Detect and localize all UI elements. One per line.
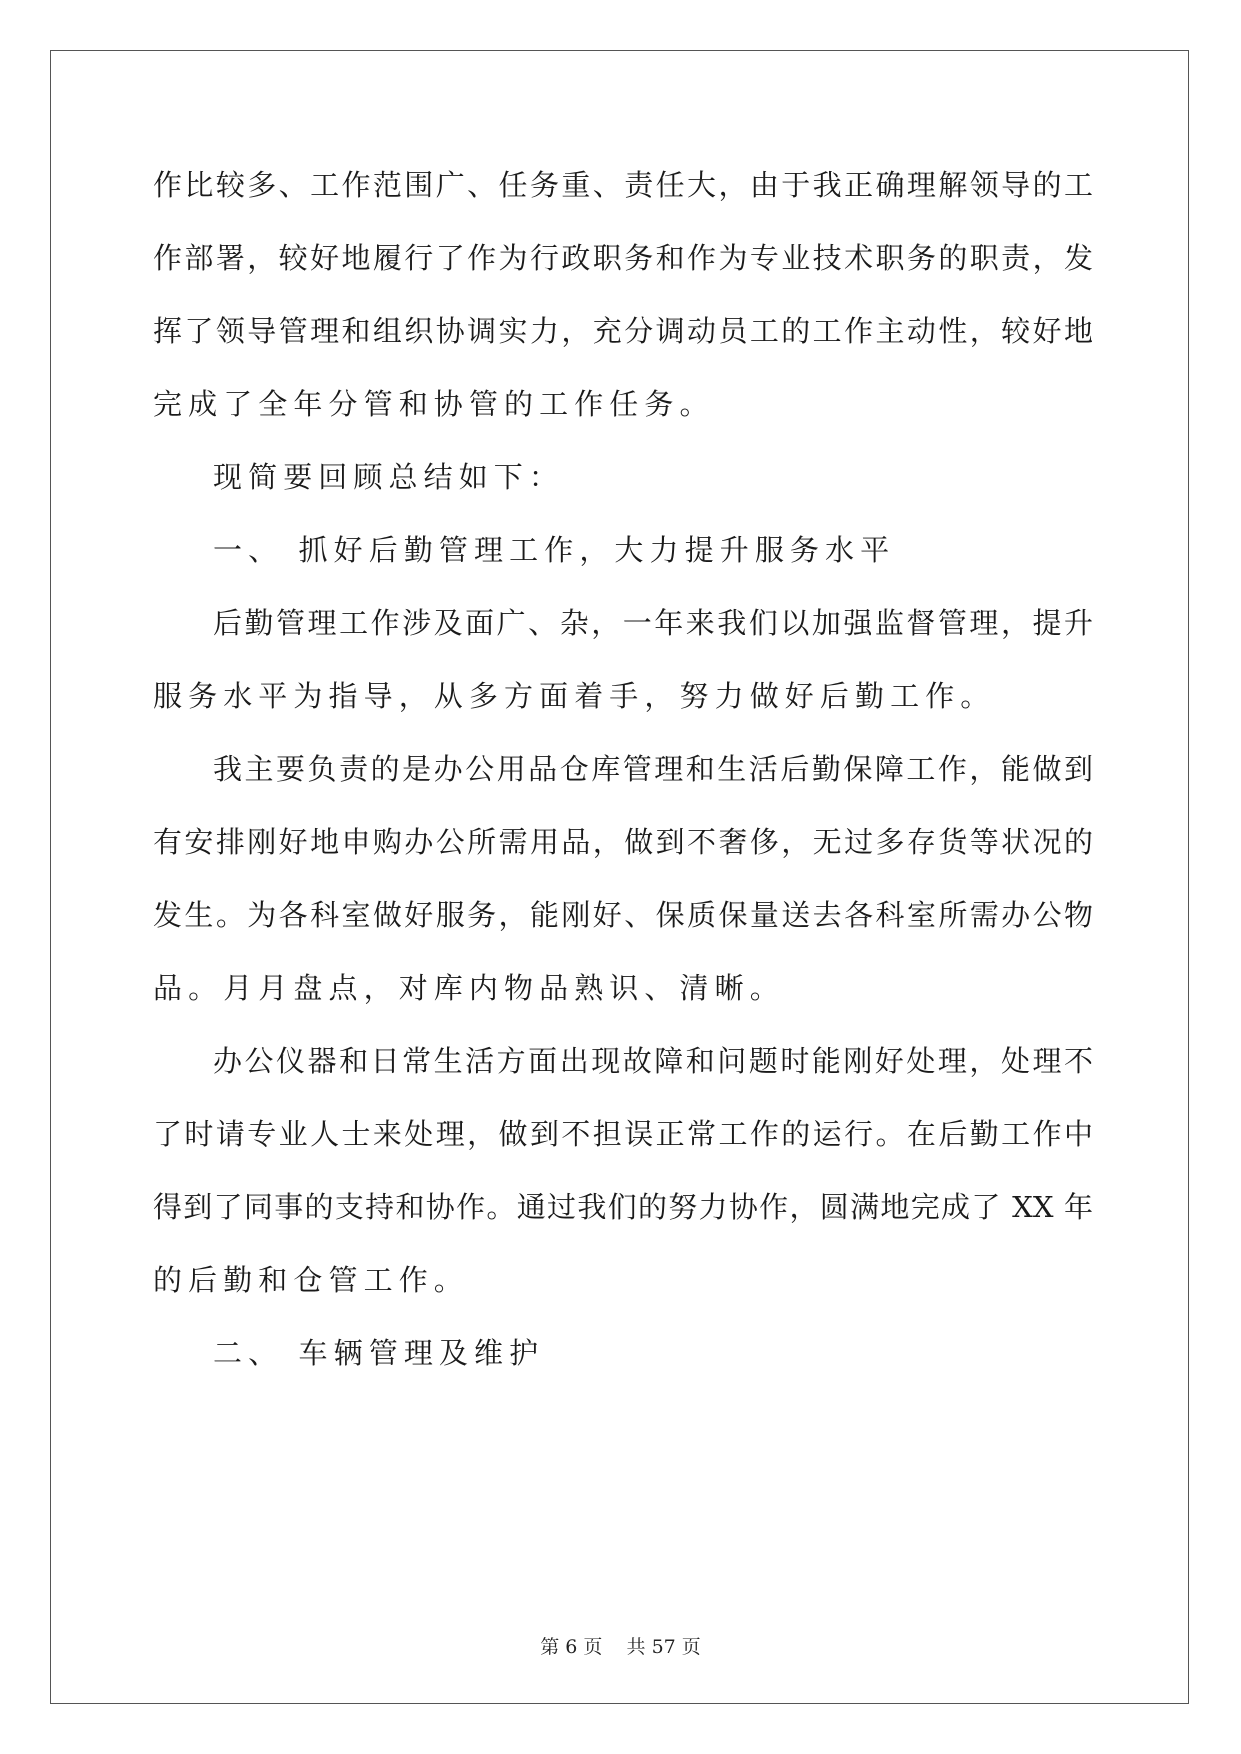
page-border xyxy=(50,50,1189,1704)
section-heading-2: 二、 车辆管理及维护 xyxy=(213,1336,545,1370)
text-line: 得到了同事的支持和协作。通过我们的努力协作，圆满地完成了 XX 年 xyxy=(153,1190,1093,1224)
text-line: 发生。为各科室做好服务，能刚好、保质保量送去各科室所需办公物 xyxy=(153,898,1093,932)
page-total: 共 57 页 xyxy=(626,1636,701,1658)
page-number: 第 6 页 xyxy=(540,1636,603,1658)
text-line: 作部署，较好地履行了作为行政职务和作为专业技术职务的职责，发 xyxy=(153,241,1093,275)
text-line: 有安排刚好地申购办公所需用品，做到不奢侈，无过多存货等状况的 xyxy=(153,825,1093,859)
page-footer xyxy=(0,1632,1241,1659)
text-line: 作比较多、工作范围广、任务重、责任大，由于我正确理解领导的工 xyxy=(153,168,1093,202)
paragraph-intro: 现简要回顾总结如下： xyxy=(213,460,565,494)
text-line: 完成了全年分管和协管的工作任务。 xyxy=(153,387,715,421)
text-line: 的后勤和仓管工作。 xyxy=(153,1263,469,1297)
text-line: 挥了领导管理和组织协调实力，充分调动员工的工作主动性，较好地 xyxy=(153,314,1093,348)
text-line: 办公仪器和日常生活方面出现故障和问题时能刚好处理，处理不 xyxy=(213,1044,1093,1078)
text-line: 我主要负责的是办公用品仓库管理和生活后勤保障工作，能做到 xyxy=(213,752,1093,786)
text-line: 品。月月盘点，对库内物品熟识、清晰。 xyxy=(153,971,785,1005)
section-heading-1: 一、 抓好后勤管理工作，大力提升服务水平 xyxy=(213,533,896,567)
text-line: 后勤管理工作涉及面广、杂，一年来我们以加强监督管理，提升 xyxy=(213,606,1093,640)
text-line: 服务水平为指导，从多方面着手，努力做好后勤工作。 xyxy=(153,679,996,713)
text-line: 了时请专业人士来处理，做到不担误正常工作的运行。在后勤工作中 xyxy=(153,1117,1093,1151)
